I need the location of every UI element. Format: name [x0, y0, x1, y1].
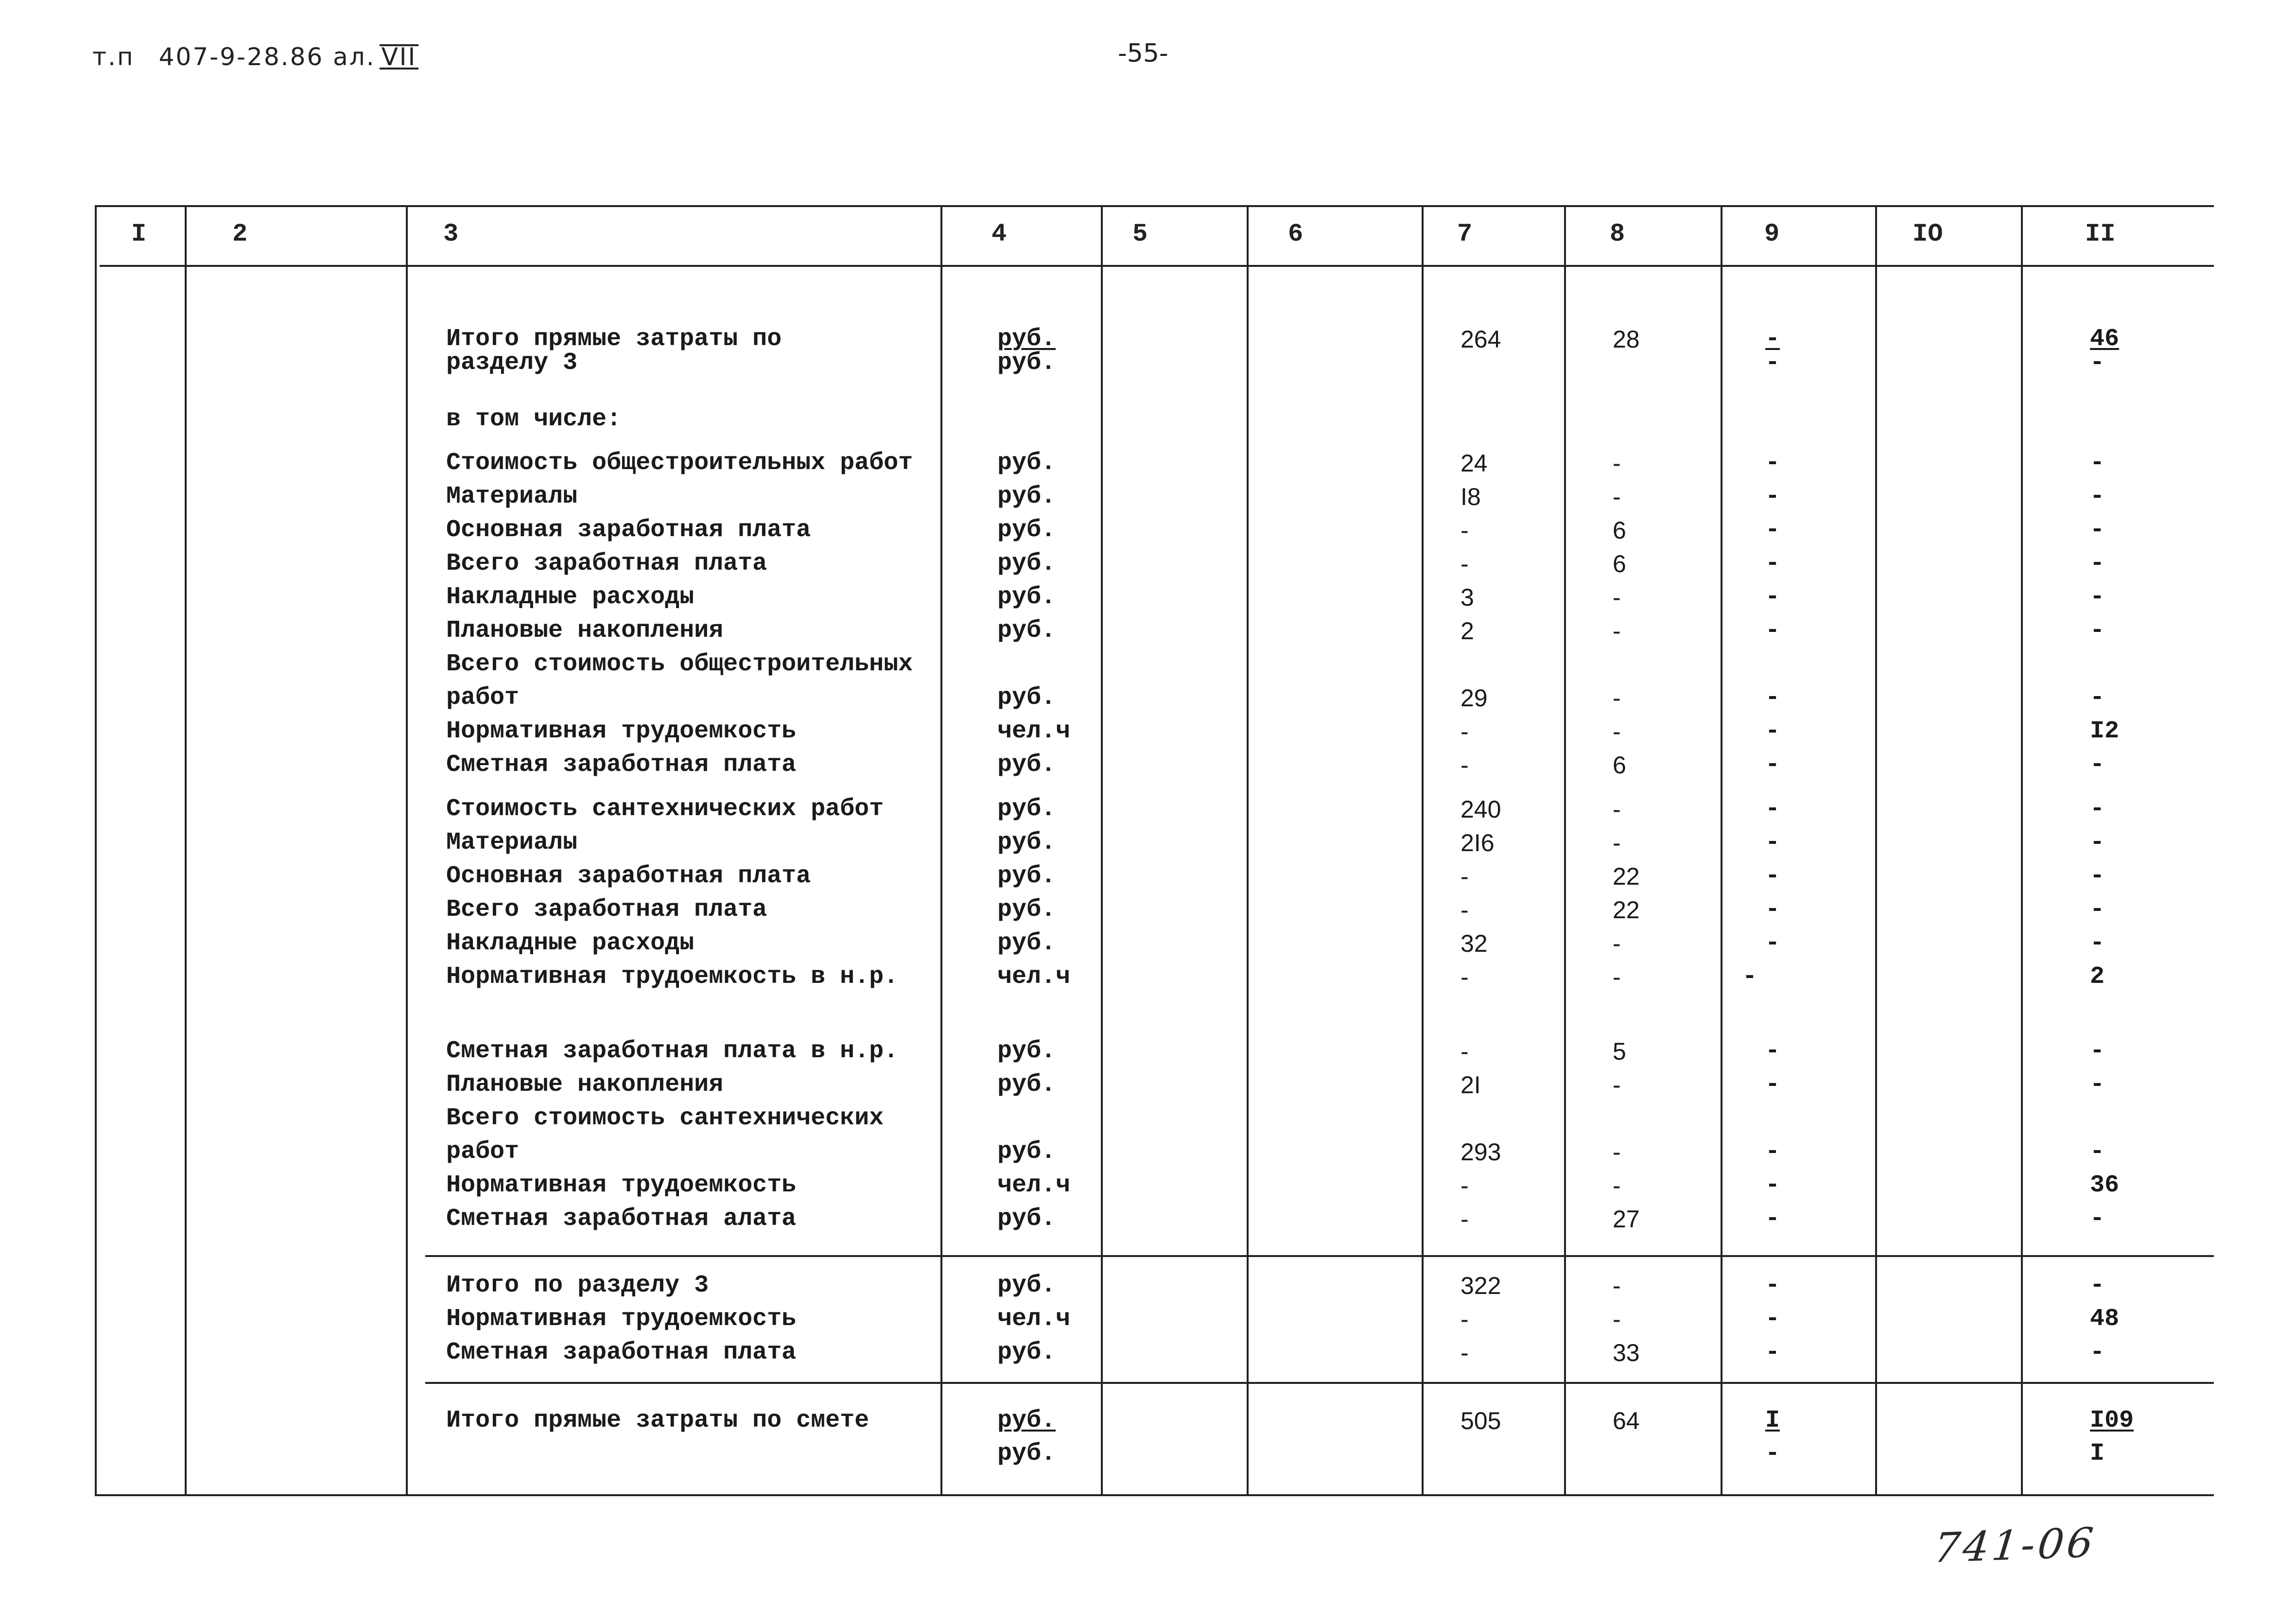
- row-col7: 2: [1461, 617, 1474, 645]
- row-col9: -: [1765, 1339, 1780, 1366]
- row-unit: руб.: [997, 1205, 1056, 1233]
- row-description: Сметная заработная плата в н.р.: [446, 1037, 899, 1065]
- row-description: Нормативная трудоемкость: [446, 1171, 797, 1199]
- row-description: Материалы: [446, 829, 578, 856]
- row-col9: -: [1765, 325, 1780, 353]
- table-row: [0, 403, 2296, 436]
- col-header-9: 9: [1764, 220, 1780, 248]
- table-row: [0, 615, 2296, 647]
- row-unit: руб.: [997, 349, 1056, 377]
- row-col8: -: [1613, 450, 1621, 477]
- row-description: Основная заработная плата: [446, 516, 811, 544]
- row-col8: -: [1613, 930, 1621, 957]
- doc-code: 407-9-28.86 ал.: [158, 43, 376, 71]
- row-col9: -: [1765, 1440, 1780, 1467]
- doc-roman: VII: [380, 44, 419, 70]
- row-col11: -: [2090, 516, 2105, 544]
- row-col9: -: [1765, 896, 1780, 924]
- table-row: [0, 447, 2296, 479]
- row-unit: руб.: [997, 516, 1056, 544]
- doc-prefix: т.п: [92, 43, 135, 71]
- row-unit: чел.ч: [997, 717, 1071, 745]
- row-col7: -: [1461, 1172, 1469, 1199]
- row-description: Итого прямые затраты по смете: [446, 1407, 870, 1434]
- row-description: Всего стоимость сантехнических: [446, 1104, 884, 1132]
- row-description: Накладные расходы: [446, 929, 695, 957]
- table-row: [0, 1170, 2296, 1202]
- table-top-border: [95, 205, 2214, 207]
- row-unit: руб.: [997, 483, 1056, 510]
- row-unit: руб.: [997, 1037, 1056, 1065]
- row-description: Плановые накопления: [446, 1071, 724, 1099]
- row-col7: 2I6: [1461, 829, 1495, 856]
- table-row: [0, 860, 2296, 892]
- row-col9: -: [1742, 963, 1757, 991]
- col-header-1: I: [131, 220, 147, 248]
- row-col9: I: [1765, 1407, 1780, 1434]
- row-col11: -: [2090, 583, 2105, 611]
- table-row: [0, 347, 2296, 379]
- col-header-8: 8: [1610, 220, 1625, 248]
- row-col7: 2I: [1461, 1071, 1481, 1099]
- table-row: [0, 1270, 2296, 1302]
- row-col7: -: [1461, 963, 1469, 991]
- row-unit: руб.: [997, 1138, 1056, 1166]
- row-col11: 48: [2090, 1305, 2120, 1333]
- row-unit: руб.: [997, 1407, 1056, 1434]
- table-row: [0, 927, 2296, 960]
- row-col8: 5: [1613, 1038, 1626, 1065]
- table-row: [0, 894, 2296, 926]
- table-row: [0, 1035, 2296, 1067]
- table-row: [0, 716, 2296, 748]
- row-col7: 24: [1461, 450, 1488, 477]
- row-col8: 6: [1613, 550, 1626, 577]
- row-col11: -: [2090, 1272, 2105, 1299]
- row-description: Стоимость общестроительных работ: [446, 449, 913, 477]
- row-col7: -: [1461, 1205, 1469, 1233]
- table-row: [0, 1438, 2296, 1470]
- row-col8: -: [1613, 1138, 1621, 1166]
- document-code: [92, 43, 418, 71]
- row-unit: руб.: [997, 684, 1056, 712]
- row-col9: -: [1765, 862, 1780, 890]
- row-description: Стоимость сантехнических работ: [446, 795, 884, 823]
- row-col11: I: [2090, 1440, 2105, 1467]
- row-description: Нормативная трудоемкость: [446, 717, 797, 745]
- row-col7: 293: [1461, 1138, 1501, 1166]
- col-header-7: 7: [1457, 220, 1473, 248]
- row-col9: -: [1765, 1037, 1780, 1065]
- row-description: Сметная заработная плата: [446, 1339, 797, 1366]
- row-col11: -: [2090, 449, 2105, 477]
- row-col8: -: [1613, 684, 1621, 712]
- row-col7: 322: [1461, 1272, 1501, 1299]
- row-col7: -: [1461, 896, 1469, 924]
- handwritten-number: 741-06: [1931, 1519, 2099, 1572]
- table-row: [0, 749, 2296, 781]
- row-unit: руб.: [997, 550, 1056, 577]
- row-description: Итого прямые затраты по: [446, 325, 782, 353]
- col-header-3: 3: [443, 220, 459, 248]
- row-col7: -: [1461, 1038, 1469, 1065]
- row-col11: 46: [2090, 325, 2120, 353]
- row-unit: руб.: [997, 1071, 1056, 1099]
- row-col11: -: [2090, 684, 2105, 712]
- table-row: [0, 793, 2296, 825]
- row-col9: -: [1765, 684, 1780, 712]
- row-col11: -: [2090, 896, 2105, 924]
- row-unit: чел.ч: [997, 963, 1071, 991]
- row-col11: 2: [2090, 963, 2105, 991]
- row-col7: 32: [1461, 930, 1488, 957]
- row-col7: -: [1461, 550, 1469, 577]
- table-row: [0, 1337, 2296, 1369]
- row-col8: -: [1613, 1172, 1621, 1199]
- header-bottom-border: [100, 265, 2214, 267]
- row-col8: -: [1613, 718, 1621, 745]
- row-col8: 22: [1613, 896, 1640, 924]
- row-col9: -: [1765, 829, 1780, 856]
- table-bottom-border: [95, 1494, 2214, 1496]
- row-col9: -: [1765, 1305, 1780, 1333]
- row-col9: -: [1765, 795, 1780, 823]
- table-row: [0, 481, 2296, 513]
- row-col11: -: [2090, 349, 2105, 377]
- row-col8: -: [1613, 1272, 1621, 1299]
- subtotal-separator: [425, 1255, 2214, 1257]
- row-col8: 27: [1613, 1205, 1640, 1233]
- row-col11: -: [2090, 1339, 2105, 1366]
- table-row: [0, 1405, 2296, 1437]
- table-row: [0, 581, 2296, 613]
- table-row: [0, 548, 2296, 580]
- row-col8: 64: [1613, 1407, 1640, 1434]
- row-unit: чел.ч: [997, 1171, 1071, 1199]
- row-col8: -: [1613, 1071, 1621, 1099]
- row-col7: -: [1461, 863, 1469, 890]
- row-col8: 6: [1613, 751, 1626, 779]
- row-col7: -: [1461, 718, 1469, 745]
- row-col11: -: [2090, 1138, 2105, 1166]
- row-unit: руб.: [997, 325, 1056, 353]
- row-col8: 28: [1613, 326, 1640, 353]
- row-col9: -: [1765, 1272, 1780, 1299]
- total-separator: [425, 1382, 2214, 1384]
- row-col8: -: [1613, 963, 1621, 991]
- row-description: Нормативная трудоемкость в н.р.: [446, 963, 899, 991]
- row-col9: -: [1765, 349, 1780, 377]
- row-col8: 6: [1613, 517, 1626, 544]
- col-header-6: 6: [1288, 220, 1304, 248]
- col-header-2: 2: [232, 220, 248, 248]
- row-col11: -: [2090, 1037, 2105, 1065]
- row-unit: руб.: [997, 929, 1056, 957]
- row-unit: руб.: [997, 449, 1056, 477]
- row-description: Всего заработная плата: [446, 550, 767, 577]
- row-col9: -: [1765, 751, 1780, 779]
- row-col8: -: [1613, 617, 1621, 645]
- row-col8: -: [1613, 796, 1621, 823]
- col-header-10: IO: [1913, 220, 1943, 248]
- row-col8: 33: [1613, 1339, 1640, 1366]
- table-row: [0, 1136, 2296, 1168]
- row-col7: 505: [1461, 1407, 1501, 1434]
- row-unit: руб.: [997, 617, 1056, 645]
- row-col11: -: [2090, 1071, 2105, 1099]
- row-col9: -: [1765, 1138, 1780, 1166]
- row-unit: руб.: [997, 862, 1056, 890]
- row-unit: руб.: [997, 1440, 1056, 1467]
- row-description: Всего заработная плата: [446, 896, 767, 924]
- row-unit: чел.ч: [997, 1305, 1071, 1333]
- row-description: Плановые накопления: [446, 617, 724, 645]
- row-col9: -: [1765, 483, 1780, 510]
- table-row: [0, 827, 2296, 859]
- row-col11: -: [2090, 862, 2105, 890]
- col-header-4: 4: [991, 220, 1007, 248]
- row-col11: -: [2090, 617, 2105, 645]
- row-description: Итого по разделу 3: [446, 1272, 709, 1299]
- row-description: Материалы: [446, 483, 578, 510]
- row-unit: руб.: [997, 896, 1056, 924]
- row-description: работ: [446, 684, 520, 712]
- row-col8: -: [1613, 1306, 1621, 1333]
- row-col7: 29: [1461, 684, 1488, 712]
- table-row: [0, 1303, 2296, 1335]
- row-col11: -: [2090, 829, 2105, 856]
- table-row: [0, 514, 2296, 546]
- row-col11: -: [2090, 795, 2105, 823]
- row-description: Сметная заработная алата: [446, 1205, 797, 1233]
- row-description: разделу 3: [446, 349, 578, 377]
- row-unit: руб.: [997, 829, 1056, 856]
- row-unit: руб.: [997, 583, 1056, 611]
- table-row: [0, 1069, 2296, 1101]
- row-description: работ: [446, 1138, 520, 1166]
- row-col9: -: [1765, 717, 1780, 745]
- row-col7: 264: [1461, 326, 1501, 353]
- row-col9: -: [1765, 1171, 1780, 1199]
- table-row: [0, 648, 2296, 681]
- page-number: -55-: [1118, 39, 1168, 68]
- col-header-11: II: [2085, 220, 2116, 248]
- row-col11: -: [2090, 751, 2105, 779]
- row-unit: руб.: [997, 1339, 1056, 1366]
- row-col9: -: [1765, 583, 1780, 611]
- row-col9: -: [1765, 929, 1780, 957]
- row-unit: руб.: [997, 751, 1056, 779]
- row-col11: -: [2090, 929, 2105, 957]
- row-col7: I8: [1461, 483, 1481, 510]
- row-col11: I2: [2090, 717, 2120, 745]
- row-description: Всего стоимость общестроительных: [446, 650, 913, 678]
- row-description: в том числе:: [446, 405, 622, 433]
- row-col7: -: [1461, 517, 1469, 544]
- row-col7: -: [1461, 751, 1469, 779]
- row-col9: -: [1765, 1205, 1780, 1233]
- row-col8: -: [1613, 829, 1621, 856]
- row-description: Сметная заработная плата: [446, 751, 797, 779]
- table-row: [0, 961, 2296, 993]
- row-col7: -: [1461, 1306, 1469, 1333]
- row-description: Нормативная трудоемкость: [446, 1305, 797, 1333]
- row-col9: -: [1765, 550, 1780, 577]
- row-col8: -: [1613, 584, 1621, 611]
- row-col7: -: [1461, 1339, 1469, 1366]
- row-col11: I09: [2090, 1407, 2134, 1434]
- row-col11: 36: [2090, 1171, 2120, 1199]
- table-row: [0, 682, 2296, 714]
- row-col9: -: [1765, 617, 1780, 645]
- row-col8: -: [1613, 483, 1621, 510]
- row-description: Накладные расходы: [446, 583, 695, 611]
- table-row: [0, 1102, 2296, 1135]
- row-col7: 240: [1461, 796, 1501, 823]
- row-col9: -: [1765, 449, 1780, 477]
- row-col9: -: [1765, 516, 1780, 544]
- table-row: [0, 1203, 2296, 1235]
- row-col11: -: [2090, 1205, 2105, 1233]
- row-unit: руб.: [997, 1272, 1056, 1299]
- row-col9: -: [1765, 1071, 1780, 1099]
- row-description: Основная заработная плата: [446, 862, 811, 890]
- row-col11: -: [2090, 483, 2105, 510]
- col-header-5: 5: [1132, 220, 1148, 248]
- row-col8: 22: [1613, 863, 1640, 890]
- row-unit: руб.: [997, 795, 1056, 823]
- row-col7: 3: [1461, 584, 1474, 611]
- row-col11: -: [2090, 550, 2105, 577]
